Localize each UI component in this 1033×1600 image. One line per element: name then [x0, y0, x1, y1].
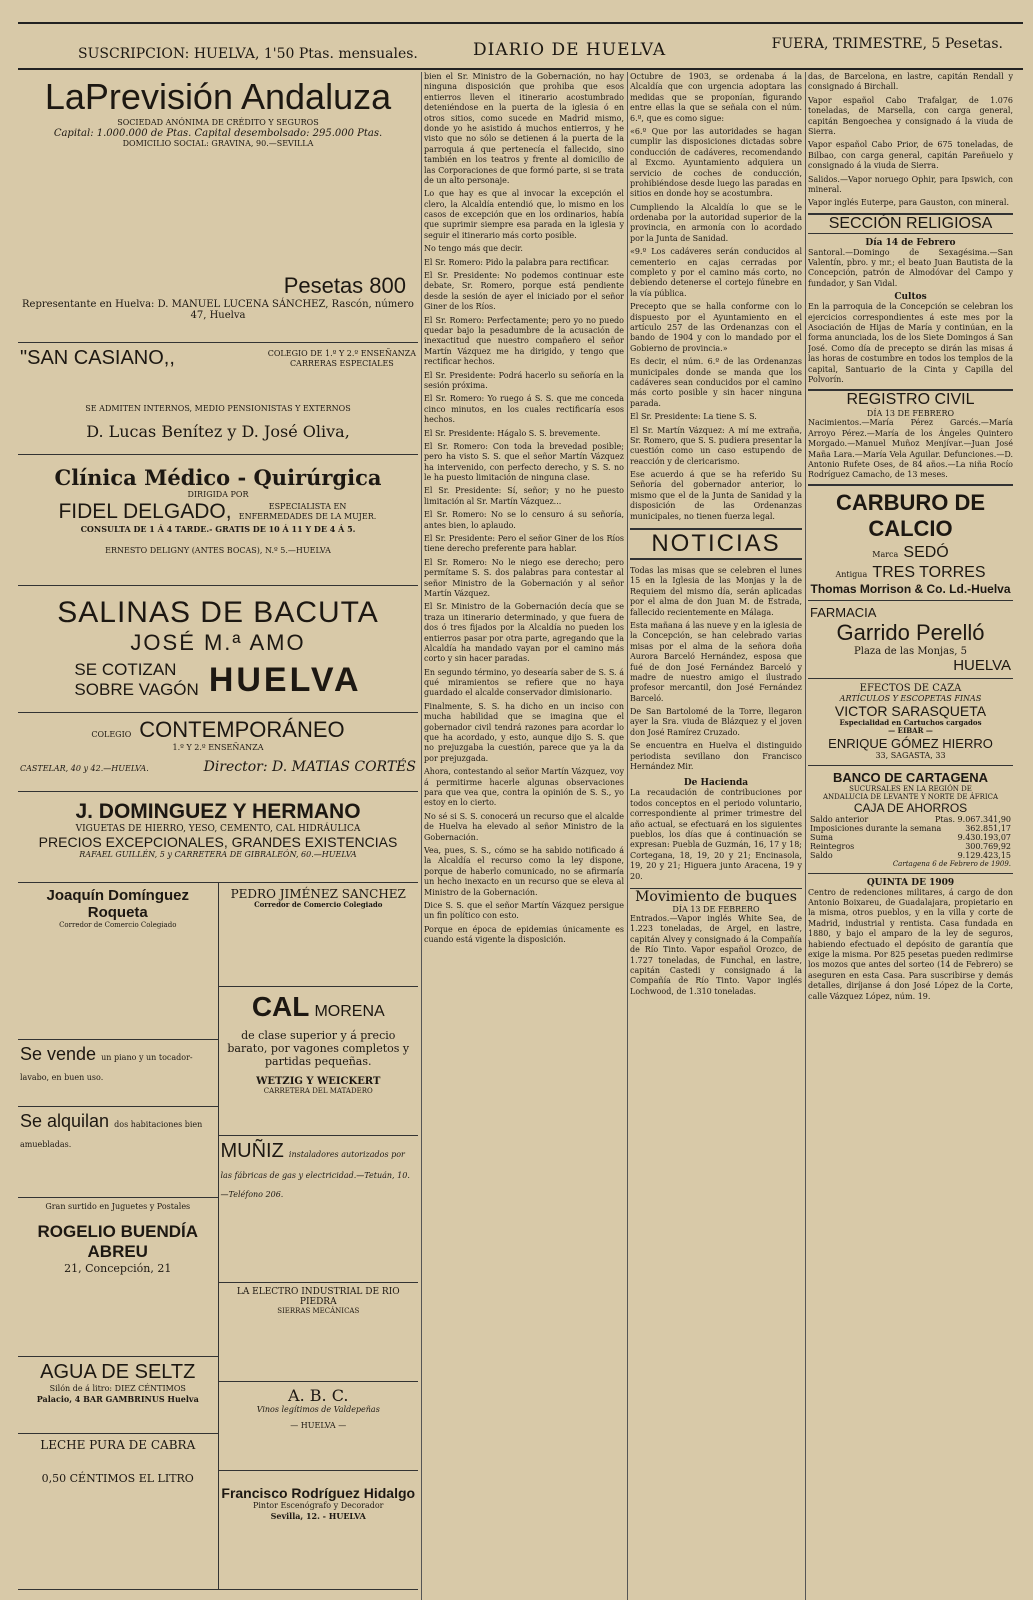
buques-heading: Movimiento de buques [630, 888, 802, 905]
ad-line: Especialidad en Cartuchos cargados [839, 717, 982, 727]
ad-city: HUELVA [953, 656, 1011, 674]
paragraph: No tengo más que decir. [424, 244, 523, 254]
masthead-bottom-rule [18, 68, 1023, 70]
ad-title: VICTOR SARASQUETA [834, 702, 987, 719]
ad-dominguez-hermano [18, 792, 418, 883]
paragraph: El Sr. Romero: Perfectamente; pero yo no puedo quedar bajo la pesadumbre de la acusación de inexactitud que nuestro compañero el señor Martín Vázquez me ha dirigido, y tengo que rectificar hechos. [424, 315, 624, 367]
news-item: Se encuentra en Huelva el distinguido periodista sevillano don Francisco Hernández Mir. [630, 741, 802, 772]
ad-line: DOMICILIO SOCIAL: GRAVINA, 90.—SEVILLA [122, 139, 314, 148]
ad-line: dos habitaciones bien amuebladas. [20, 1120, 203, 1149]
ad-line: COLEGIO [91, 730, 132, 739]
ad-carburo [808, 484, 1013, 601]
buques-date: DÍA 13 DE FEBRERO [672, 904, 760, 914]
religiosa-heading: SECCIÓN RELIGIOSA [808, 213, 1013, 234]
paragraph: Ahora, contestando al señor Martín Vázquez, voy á permitirme hacerle algunas observaciones para que vea que, contra la opinión de S. S., yo estoy en lo cierto. [424, 767, 624, 808]
paragraph: Vea, pues, S. S., cómo se ha sabido notificado á la Alcaldía el recurso como la ley dispone, porque de haberlo comunicado, no se afirmaría un hecho inexacto en un recurso que se eleva al Ministro de la Gobernación. [424, 845, 624, 897]
registro-date: DÍA 13 DE FEBRERO [866, 409, 955, 419]
ad-title: LECHE PURA DE CABRA [40, 1438, 196, 1452]
ad-title: SALINAS DE BACUTA [57, 596, 379, 629]
noticias-heading: NOTICIAS [630, 528, 802, 560]
ad-price: Pesetas 800 [283, 273, 406, 298]
ad-line: Capital: 1.000.000 de Ptas. Capital desembolsado: 295.000 Ptas. [53, 128, 383, 139]
cultos-text: En la parroquia de la Concepción se celebran los ejercicios correspondientes á este mes por la Asociación de Hijas de María y continúan, en la forma anunciada, los de los Siete Domingos á San José. Como día de precepto se dirán las misas á las horas de costumbre en todos los templos de la capital, Santuario de la Cinta y Capilla del Polvorín. [808, 302, 1013, 384]
paragraph: El Sr. Romero: Pido la palabra para rectificar. [424, 257, 610, 267]
registro-text: Nacimientos.—María Pérez Garcés.—María Arroyo Pérez.—María de los Ángeles Quintero Morgado.—Manuel Muñoz Menjívar.—Juan José Maña Lara.—María Vela Aguilar. Defunciones.—D. Antonio Rufete Oses, de 84 años.—La niña Rocío Rodríguez Camacho, de 13 meses. [808, 418, 1013, 480]
ad-title: Se alquilan [20, 1111, 110, 1131]
balance-table [810, 815, 1011, 860]
outside-price: FUERA, TRIMESTRE, 5 Pesetas. [771, 36, 1003, 52]
ad-representative: Representante en Huelva: D. MANUEL LUCENA SÁNCHEZ, Rascón, número 47, Huelva [22, 299, 414, 321]
paragraph: Vapor inglés Euterpe, para Gauston, con mineral. [808, 198, 1010, 208]
paragraph: Octubre de 1903, se ordenaba á la Alcaldía que con urgencia adoptara las medidas que se proponían, figurando entre ellas la que se señala con el núm. 6.º, que es como sigue: [630, 72, 802, 123]
ad-line: 1.º Y 2.º ENSEÑANZA [172, 743, 264, 752]
paragraph: El Sr. Romero: No le niego ese derecho; pero permítame S. S. dos palabras para contestar al señor Ministro de la Gobernación y al señor Martín Vázquez. [424, 557, 624, 598]
ad-prevision-andaluza [18, 72, 418, 343]
paragraph: Vapor español Cabo Prior, de 675 toneladas, de Bilbao, con carga general, capitán Pareñuelo y consignado á la viuda de Sierra. [808, 140, 1013, 171]
news-item: De San Bartolomé de la Torre, llegaron ayer la Sra. viuda de Blázquez y el joven don José Ramírez Cruzado. [630, 707, 802, 737]
ad-roqueta [18, 883, 218, 1040]
buques-text: Entrados.—Vapor inglés White Sea, de 1.223 toneladas, de Argel, en lastre, capitán Alvey y consignado á la Compañía de Río Tinto. Vapor español Orozco, de 1.727 toneladas, de Funchal, en lastre, capitán Castedi y consignado á la Compañía de Río Tinto. Vapor inglés Lochwood, de 1.310 toneladas. [630, 913, 802, 996]
ad-title: LaPrevisión Andaluza [44, 76, 392, 117]
ad-title: Garrido Perelló [836, 619, 985, 645]
ad-line: COLEGIO DE 1.º Y 2.º ENSEÑANZA [267, 348, 416, 358]
hacienda-heading: De Hacienda [683, 778, 749, 789]
paragraph: El Sr. Presidente: Podrá hacerlo su señoría en la sesión próxima. [424, 370, 624, 390]
ad-banco-cartagena [808, 766, 1013, 874]
ad-agua-seltz [18, 1357, 218, 1434]
ad-line: — EIBAR — [888, 726, 933, 736]
ad-title: ROGELIO BUENDÍA ABREU [37, 1222, 199, 1261]
ad-line: CARRETERA DEL MATADERO [263, 1087, 373, 1095]
balance-row [810, 842, 1011, 851]
ad-brand: TRES TORRES [872, 563, 986, 581]
paragraph: Dice S. S. que el señor Martín Vázquez persigue un fin político con esto. [424, 900, 624, 921]
balance-label: Reintegros [810, 842, 855, 852]
news-item: Esta mañana á las nueve y en la iglesia de la Concepción, se han celebrado varias misas por el alma de la señora doña Aurora Barceló Hernández, esposa que fué de don José Fernández Barceló y madre de nuestro amigo el ilustrado profesor mercantil, don José Fernández Barceló. [630, 620, 802, 703]
ad-line: Silón de á litro: DIEZ CÉNTIMOS [49, 1384, 186, 1393]
ad-title-word: MORENA [314, 1003, 385, 1020]
ad-sarasqueta [808, 679, 1013, 766]
masthead-top-rule [18, 22, 1023, 24]
ad-title: CONTEMPORÁNEO [139, 717, 345, 742]
ad-address: CASTELAR, 40 y 42.—HUELVA. [20, 764, 149, 773]
ad-line: EFECTOS DE CAZA [859, 682, 962, 694]
ad-address: Plaza de las Monjas, 5 [854, 645, 967, 657]
ad-line: instaladores autorizados por las fábricas de gas y electricidad.—Tetuán, 10.—Teléfono 206. [220, 1150, 410, 1199]
newspaper-title: DIARIO DE HUELVA [473, 40, 667, 60]
paragraph: El Sr. Presidente: Pero el señor Giner de los Ríos tiene derecho preferente para hablar. [424, 534, 624, 554]
column-divider [421, 72, 422, 1600]
news-item: Todas las misas que se celebren el lunes 15 en la Iglesia de las Monjas y la de Requiem del mismo día, serán aplicadas por el alma de don Juan M. de Estrada, fallecido recientemente en Málaga. [630, 566, 802, 617]
ad-title: MUÑIZ [220, 1140, 284, 1162]
balance-label: Suma [810, 833, 833, 843]
ad-muniz [219, 1136, 419, 1283]
ad-title: LA ELECTRO INDUSTRIAL DE RIO PIEDRA [236, 1287, 400, 1307]
noticias-body [630, 566, 802, 772]
ad-agent: ENRIQUE GÓMEZ HIERRO [828, 735, 993, 751]
ad-rogelio-buendia [18, 1198, 218, 1357]
ad-line: CAJA DE AHORROS [853, 801, 968, 816]
paragraph: Ese acuerdo á que se ha referido Su Señoría del gobernador anterior, lo mismo que el de la Junta de Sanidad y la disposición de las Ordenanzas municipales, no tienen fuerza legal. [630, 470, 802, 521]
religiosa-text: Santoral.—Domingo de Sexagésima.—San Valentín, pbro. y mr.; el beato Juan Bautista de la Concepción, patrón de Almodóvar del Campo y fundador, y San Vidal. [808, 247, 1013, 288]
ad-line: SE COTIZAN [74, 660, 177, 679]
balance-label: Saldo [810, 851, 833, 861]
article-body [424, 72, 624, 945]
ad-title: "SAN CASIANO,, [20, 347, 175, 369]
paragraph: bien el Sr. Ministro de la Gobernación, no hay ninguna disposición que prohiba que esos entierros lleven el itinerario acostumbrado deteniéndose en la puerta de la iglesia ó en otros sitios, como sucede en Madrid mismo, donde yo he asistido á muchos entierros, y he visto que no sólo se detienen á la puerta de la parroquia á que pertenecía el fallecido, sino también en los teatros y frente al domicilio de las Corporaciones de que formó parte, si se trata de un alto personaje. [424, 72, 624, 185]
ad-line: Gran surtido en Juguetes y Postales [45, 1202, 191, 1211]
ad-line: SIERRAS MECÁNICAS [277, 1307, 360, 1315]
ad-director: Director: D. MATIAS CORTÉS [203, 759, 416, 775]
paragraph: Salidos.—Vapor noruego Ophir, para Ipswich, con mineral. [808, 174, 1013, 194]
balance-row [810, 833, 1011, 842]
ad-title: AGUA DE SELTZ [40, 1361, 196, 1383]
ad-line: SUCURSALES EN LA REGIÓN DE [849, 784, 972, 793]
paragraph: El Sr. Romero: Con toda la brevedad posible; pero ha visto S. S. que el señor Martín Vázquez ha intervenido, con perfecto derecho, y S. S. no le ha puesto limitación de ninguna clase. [424, 441, 624, 483]
balance-label: Saldo anterior [810, 815, 869, 825]
ad-se-vende [18, 1040, 218, 1107]
paragraph: El Sr. Ministro de la Gobernación decía que se traza un itinerario determinado, y que fuera de dos ó tres fijados por la Alcaldía no pueden los entierros pasar por otra parte, agregando que la Alcaldía ha mandado vayan por el camino más corto y sin hacer paradas. [424, 602, 624, 664]
column-divider [627, 72, 628, 1600]
subscription-price: SUSCRIPCION: HUELVA, 1'50 Ptas. mensuales. [78, 46, 418, 62]
ad-address: Sevilla, 12. - HUELVA [270, 1511, 366, 1521]
ad-line: WETZIG Y WEICKERT [256, 1076, 381, 1087]
ad-line: Corredor de Comercio Colegiado [59, 921, 177, 929]
paragraph: Finalmente, S. S. ha dicho en un inciso con mucha habilidad que se imagina que el gobernador civil tendrá razones para acordar lo que ha acordado, y esto, aunque dijo S. S. que no prejuzgaba la cuestión, parece que ya la da por prejuzgada. [424, 701, 624, 763]
ad-address: Palacio, 4 BAR GAMBRINUS Huelva [36, 1394, 199, 1404]
ad-abc [219, 1382, 419, 1471]
masthead [18, 22, 1023, 70]
ad-title: CARBURO DE CALCIO [835, 489, 986, 541]
ads-column [18, 72, 418, 1600]
ad-title: Clínica Médico - Quirúrgica [54, 465, 382, 490]
session-report-column [424, 72, 624, 1600]
quinta-text: Centro de redenciones militares, á cargo de don Antonio Boixareu, de Guadalajara, propietario en la misma, otros pueblos, y en la villa y corte de Madrid, industrial y rentista. Casa fundada en 1880, y bajo el amparo de la ley de seguros, habiendo efectuado el depósito de garantía que exige la misma. Por 825 pesetas pueden redimirse los mozos que antes del sorteo (14 de Febrero) se aseguren en esta Casa. Para suscribirse y demás detalles, diríjanse á don José López de la Corte, calle Vázquez López, núm. 19. [808, 887, 1013, 1001]
ad-leche [18, 1434, 218, 1552]
ad-line: Pintor Escenógrafo y Decorador [252, 1501, 384, 1510]
ad-line: CARRERAS ESPECIALES [289, 358, 394, 368]
ad-agent: Thomas Morrison & Co. Ld.-Huelva [810, 581, 1011, 596]
ad-san-casiano [18, 343, 418, 455]
balance-value: Ptas. 9.067.341,90 [935, 815, 1011, 825]
paragraph: Es decir, el núm. 6.º de las Ordenanzas municipales donde se manda que los cadáveres sean conducidos por el camino más corto posible y sin hacer ninguna parada. [630, 357, 802, 408]
paragraph: «9.º Los cadáveres serán conducidos al cementerio en cajas cerradas por completo y por el camino más corto, no debiendo detenerse el cortejo fúnebre en la vía pública. [630, 247, 802, 298]
ad-line: FARMACIA [810, 604, 877, 620]
shipping-continued [808, 72, 1013, 209]
ad-se-alquilan [18, 1107, 218, 1198]
ad-date: Cartagena 6 de Febrero de 1909. [892, 860, 1011, 869]
ad-line: un piano y un tocador-lavabo, en buen uso. [20, 1053, 193, 1082]
balance-value: 9.430.193,07 [957, 833, 1011, 843]
ad-line: Vinos legítimos de Valdepeñas [256, 1405, 380, 1414]
paragraph: En segundo término, yo desearía saber de S. S. á qué miramientos se refiere que no haya guardado el alcalde conservador dimisionario. [424, 667, 624, 698]
paragraph: El Sr. Presidente: Hágalo S. S. brevemente. [424, 428, 601, 438]
paragraph: Precepto que se halla conforme con lo dispuesto por el Ayuntamiento en el artículo 257 de las Ordenanzas con el bando de 1904 y con lo mandado por el Gobierno de provincia.» [630, 302, 802, 353]
ad-line: Antigua [835, 569, 868, 579]
ad-line: — HUELVA — [290, 1421, 347, 1430]
ad-line: ARTÍCULOS Y ESCOPETAS FINAS [839, 693, 982, 703]
ad-body [20, 149, 416, 299]
ad-line: 0,50 CÉNTIMOS EL LITRO [41, 1472, 194, 1485]
paragraph: Cumpliendo la Alcaldía lo que se le ordenaba por la autoridad superior de la provincia, en armonía con lo acordado por la Junta de Sanidad. [630, 202, 802, 243]
ad-line: Corredor de Comercio Colegiado [254, 900, 383, 909]
ad-title: PEDRO JIMÉNEZ SANCHEZ [230, 887, 406, 901]
balance-row [810, 851, 1011, 860]
ad-line: SE ADMITEN INTERNOS, MEDIO PENSIONISTAS Y EXTERNOS [85, 404, 351, 413]
ad-salinas [18, 586, 418, 713]
balance-value: 9.129.423,15 [957, 851, 1011, 861]
ad-title: A. B. C. [288, 1386, 349, 1405]
ad-line: SOBRE VAGÓN [74, 680, 199, 699]
ad-farmacia [808, 601, 1013, 679]
ad-line: DIRIGIDA POR [187, 490, 249, 499]
ad-rodriguez-hidalgo [219, 1471, 419, 1589]
paragraph: El Sr. Romero: Yo ruego á S. S. que me conceda cinco minutos, en los cuales rectificaría esos hechos. [424, 394, 624, 425]
paragraph: Vapor español Cabo Trafalgar, de 1.076 toneladas, de Marsella, con carga general, capitán Bengoechea y consignado á la viuda de Sierra. [808, 95, 1013, 136]
registro-heading: REGISTRO CIVIL [808, 389, 1013, 409]
ad-line: ANDALUCIA DE LEVANTE Y NORTE DE ÁFRICA [822, 792, 999, 801]
paragraph: Porque en época de epidemias únicamente es cuando está vigente la disposición. [424, 924, 624, 945]
paragraph: El Sr. Martín Vázquez: A mí me extraña, Sr. Romero, que S. S. pudiera presentar la cuestión como un caso estupendo de reacción y de clericarismo. [630, 425, 802, 466]
ad-line: ERNESTO DELIGNY (ANTES BOCAS), N.º 5.—HUELVA [105, 546, 331, 555]
right-column [808, 72, 1013, 1600]
ad-line: SOCIEDAD ANÓNIMA DE CRÉDITO Y SEGUROS [117, 118, 319, 127]
ad-title: J. DOMINGUEZ Y HERMANO [75, 800, 361, 823]
paragraph: No sé si S. S. conocerá un recurso que el alcalde de Huelva ha elevado al señor Ministro de la Gobernación. [424, 811, 624, 842]
paragraph: El Sr. Romero: No se lo censuro á su señoría, antes bien, lo aplaudo. [424, 510, 624, 530]
noticias-column [630, 72, 802, 1600]
paragraph: «6.º Que por las autoridades se hagan cumplir las disposiciones dictadas sobre conducción de cadáveres, recomendando al Excmo. Ayuntamiento adquiera un servicio de coches de conducción, prohibiéndose desde luego las paradas en sitios en donde hoy se acostumbra. [630, 126, 802, 199]
ad-directors: D. Lucas Benítez y D. José Oliva, [86, 422, 350, 441]
ad-address: RAFAEL GUILLÉN, 5 y CARRETERA DE GIBRALEÓN, 60.—HUELVA [79, 850, 357, 859]
ad-title: Francisco Rodríguez Hidalgo [221, 1485, 416, 1501]
paragraph: Lo que hay es que al invocar la excepción el clero, la Alcaldía entendió que, lo mismo en los casos de excepción que en los ordinarios, había que suprimir siempre esa parada en la iglesia y seguir el itinerario más corto posible. [424, 189, 624, 240]
balance-value: 362.851,17 [965, 824, 1011, 834]
ad-line: VIGUETAS DE HIERRO, YESO, CEMENTO, CAL HIDRÁULICA [75, 824, 361, 834]
paragraph: El Sr. Presidente: No podemos continuar este debate, Sr. Romero, porque está pendiente desde la sesión de ayer el iniciado por el señor Giner de los Ríos. [424, 271, 624, 312]
ad-electro-industrial [219, 1283, 419, 1382]
ad-city: HUELVA [208, 660, 362, 699]
column-divider [805, 72, 806, 1600]
ad-doctor: FIDEL DELGADO, [58, 500, 232, 523]
ad-cal-morena [219, 987, 419, 1136]
ad-colegio-contemporaneo [18, 713, 418, 792]
balance-value: 300.769,92 [965, 842, 1011, 852]
paragraph: das, de Barcelona, en lastre, capitán Rendall y consignado á Birchall. [808, 72, 1013, 92]
ad-brand: SEDÓ [903, 543, 949, 561]
ad-owner: JOSÉ M.ª AMO [130, 630, 306, 655]
paragraph: El Sr. Presidente: Sí, señor; y no he puesto limitación al Sr. Martín Vázquez... [424, 486, 624, 506]
ad-address: 21, Concepción, 21 [64, 1262, 172, 1275]
balance-label: Imposiciones durante la semana [810, 824, 942, 834]
ad-line: PRECIOS EXCEPCIONALES, GRANDES EXISTENCIAS [38, 834, 398, 850]
balance-row [810, 824, 1011, 833]
balance-row [810, 815, 1011, 824]
ad-address: 33, SAGASTA, 33 [875, 750, 946, 760]
religiosa-date: Día 14 de Febrero [865, 237, 956, 248]
cultos-heading: Cultos [894, 292, 927, 303]
ad-line: ESPECIALISTA EN ENFERMEDADES DE LA MUJER. [238, 502, 377, 521]
ad-line: Marca [872, 549, 899, 559]
ad-line: de clase superior y á precio barato, por vagones completos y partidas pequeñas. [227, 1029, 410, 1068]
ad-title: BANCO DE CARTAGENA [832, 769, 989, 785]
ad-title: Se vende [20, 1044, 97, 1064]
paragraph: El Sr. Presidente: La tiene S. S. [630, 412, 757, 422]
article-body [630, 72, 802, 522]
quinta-heading: QUINTA DE 1909 [866, 877, 955, 888]
ad-title: CAL [251, 991, 310, 1022]
ad-line: CONSULTA DE 1 Á 4 TARDE.- GRATIS DE 10 Á 11 Y DE 4 Á 5. [80, 524, 356, 534]
ad-title: Joaquín Domínguez Roqueta [46, 887, 189, 921]
ad-pedro-jimenez [219, 883, 419, 987]
ad-clinica [18, 455, 418, 586]
hacienda-text: La recaudación de contribuciones por todos conceptos en el periodo voluntario, correspondiente al primer trimestre del año actual, se efectuará en los siguientes pueblos, los días que á continuación se expresan: Puebla de Guzmán, 16, 17 y 18; Cortegana, 18, 19, 20 y 21; Encinasola, 19, 20 y 21; Higuera junto Aracena, 19 y 20. [630, 788, 802, 881]
